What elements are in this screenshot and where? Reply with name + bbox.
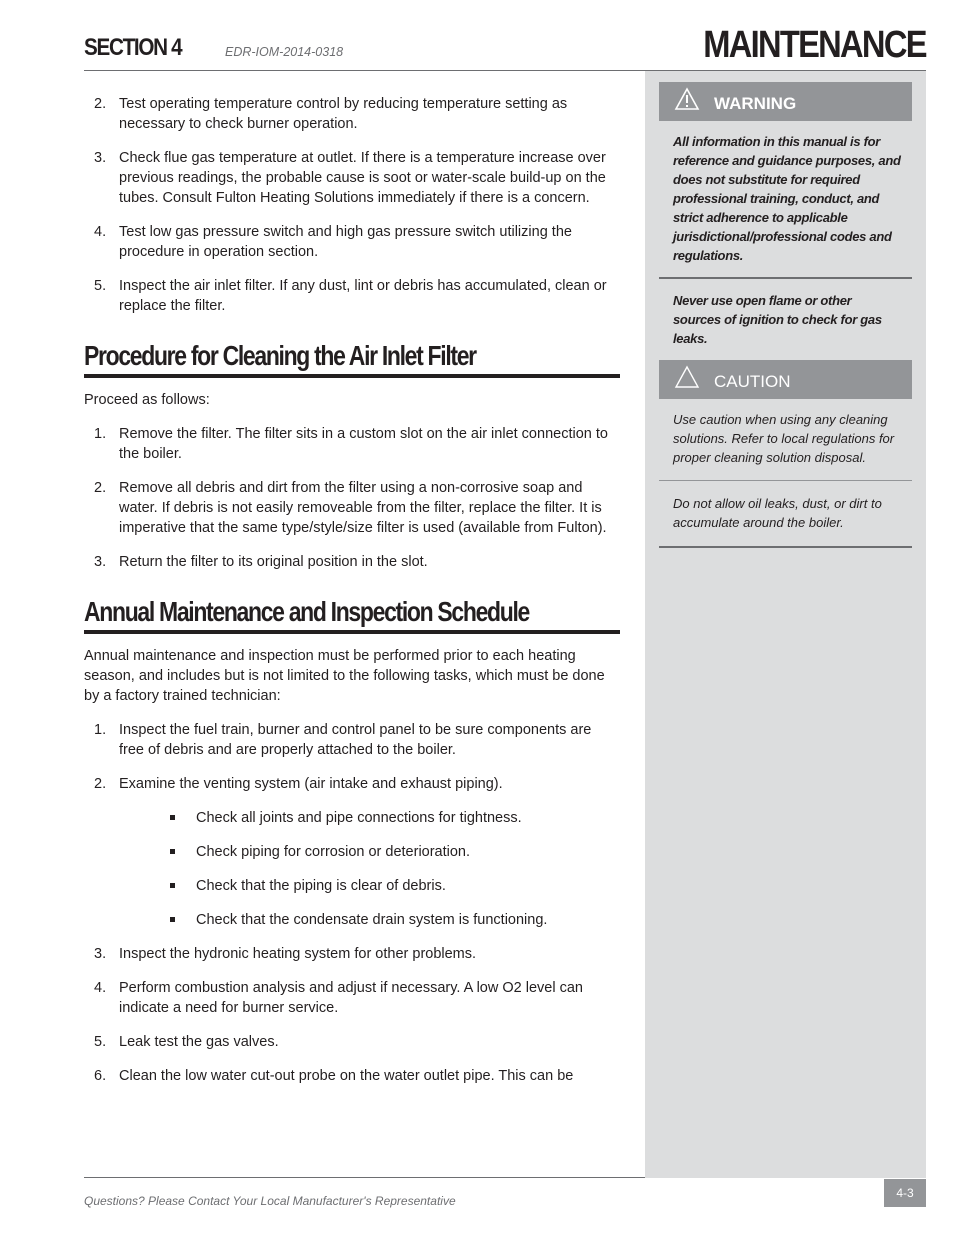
list-item: 6. Clean the low water cut-out probe on the water outlet pipe. This can be [94,1068,574,1084]
caution-label: CAUTION [714,372,791,391]
annual-steps [84,720,620,794]
caution-text: Use caution when using any cleaning solutions. Refer to local regulations for proper cleaning solution disposal. [673,412,895,465]
filter-procedure-heading: Procedure for Cleaning the Air Inlet Filter [84,340,620,378]
list-item: 1. Inspect the fuel train, burner and control panel to be sure components are free of debris and are properly attached to the boiler. [94,722,592,758]
page-header [84,22,926,71]
document-id: EDR-IOM-2014-0318 [225,45,344,59]
warning-icon [674,87,700,116]
warning-text: All information in this manual is for reference and guidance purposes, and does not substitute for required professional training, conduct, and strict adherence to applicable jurisdictional/professional codes and regulations. [673,134,901,263]
notice-sidebar [645,71,926,1178]
caution-text-boiler: Do not allow oil leaks, dust, or dirt to accumulate around the boiler. [673,496,882,530]
list-item: 1. Remove the filter. The filter sits in a custom slot on the air inlet connection to the boiler. [94,426,608,462]
divider [659,480,912,481]
caution-icon [674,365,700,394]
bullet-icon [170,917,175,922]
footer-contact: Questions? Please Contact Your Local Manufacturer's Representative [84,1194,456,1208]
list-item: 2. Remove all debris and dirt from the filter using a non-corrosive soap and water. If debris is not easily removeable from the filter, replace the filter. It is imperative that the same type/style/size filter is used (available from Fulton). [94,480,607,536]
warning-text-gas: Never use open flame or other sources of ignition to check for gas leaks. [673,293,882,346]
list-item: 2. Examine the venting system (air intake and exhaust piping). [94,776,503,792]
divider [659,546,912,548]
filter-steps [84,424,620,572]
warning-header [659,82,912,121]
bullet-icon [170,849,175,854]
warning-label: WARNING [714,94,797,113]
list-item: 4. Test low gas pressure switch and high gas pressure switch utilizing the procedure in operation section. [94,224,572,260]
list-item: 2. Test operating temperature control by reducing temperature setting as necessary to check burner operation. [94,96,568,132]
main-content [84,94,620,1100]
annual-steps-continued [84,944,620,1086]
annual-intro: Annual maintenance and inspection must be performed prior to each heating season, and includes but is not limited to the following tasks, which must be done by a factory trained technician: [84,648,605,704]
page-number: 4-3 [884,1179,926,1207]
divider [659,277,912,279]
list-item: 3. Inspect the hydronic heating system for other problems. [94,946,477,962]
filter-intro: Proceed as follows: [84,392,210,408]
bullet-item: Check that the condensate drain system is functioning. [84,910,620,930]
list-item: 3. Check flue gas temperature at outlet. If there is a temperature increase over previous readings, the probable cause is soot or water-scale build-up on the tubes. Consult Fulton Heating Solutions immediately if there is a concern. [94,150,606,206]
footer-divider [84,1177,645,1178]
venting-checks [84,808,620,930]
list-item: 5. Inspect the air inlet filter. If any dust, lint or debris has accumulated, clean or replace the filter. [94,278,607,314]
page-title: MAINTENANCE [703,24,926,66]
caution-header [659,360,912,399]
list-item: 5. Leak test the gas valves. [94,1034,279,1050]
intro-list [84,94,620,316]
bullet-item: Check all joints and pipe connections for tightness. [84,808,620,828]
bullet-icon [170,815,175,820]
list-item: 3. Return the filter to its original position in the slot. [94,554,428,570]
annual-schedule-heading: Annual Maintenance and Inspection Schedule [84,596,620,634]
bullet-item: Check that the piping is clear of debris. [84,876,620,896]
list-item: 4. Perform combustion analysis and adjust if necessary. A low O2 level can indicate a need for burner service. [94,980,583,1016]
bullet-icon [170,883,175,888]
section-label: SECTION 4 [84,34,182,61]
bullet-item: Check piping for corrosion or deterioration. [84,842,620,862]
